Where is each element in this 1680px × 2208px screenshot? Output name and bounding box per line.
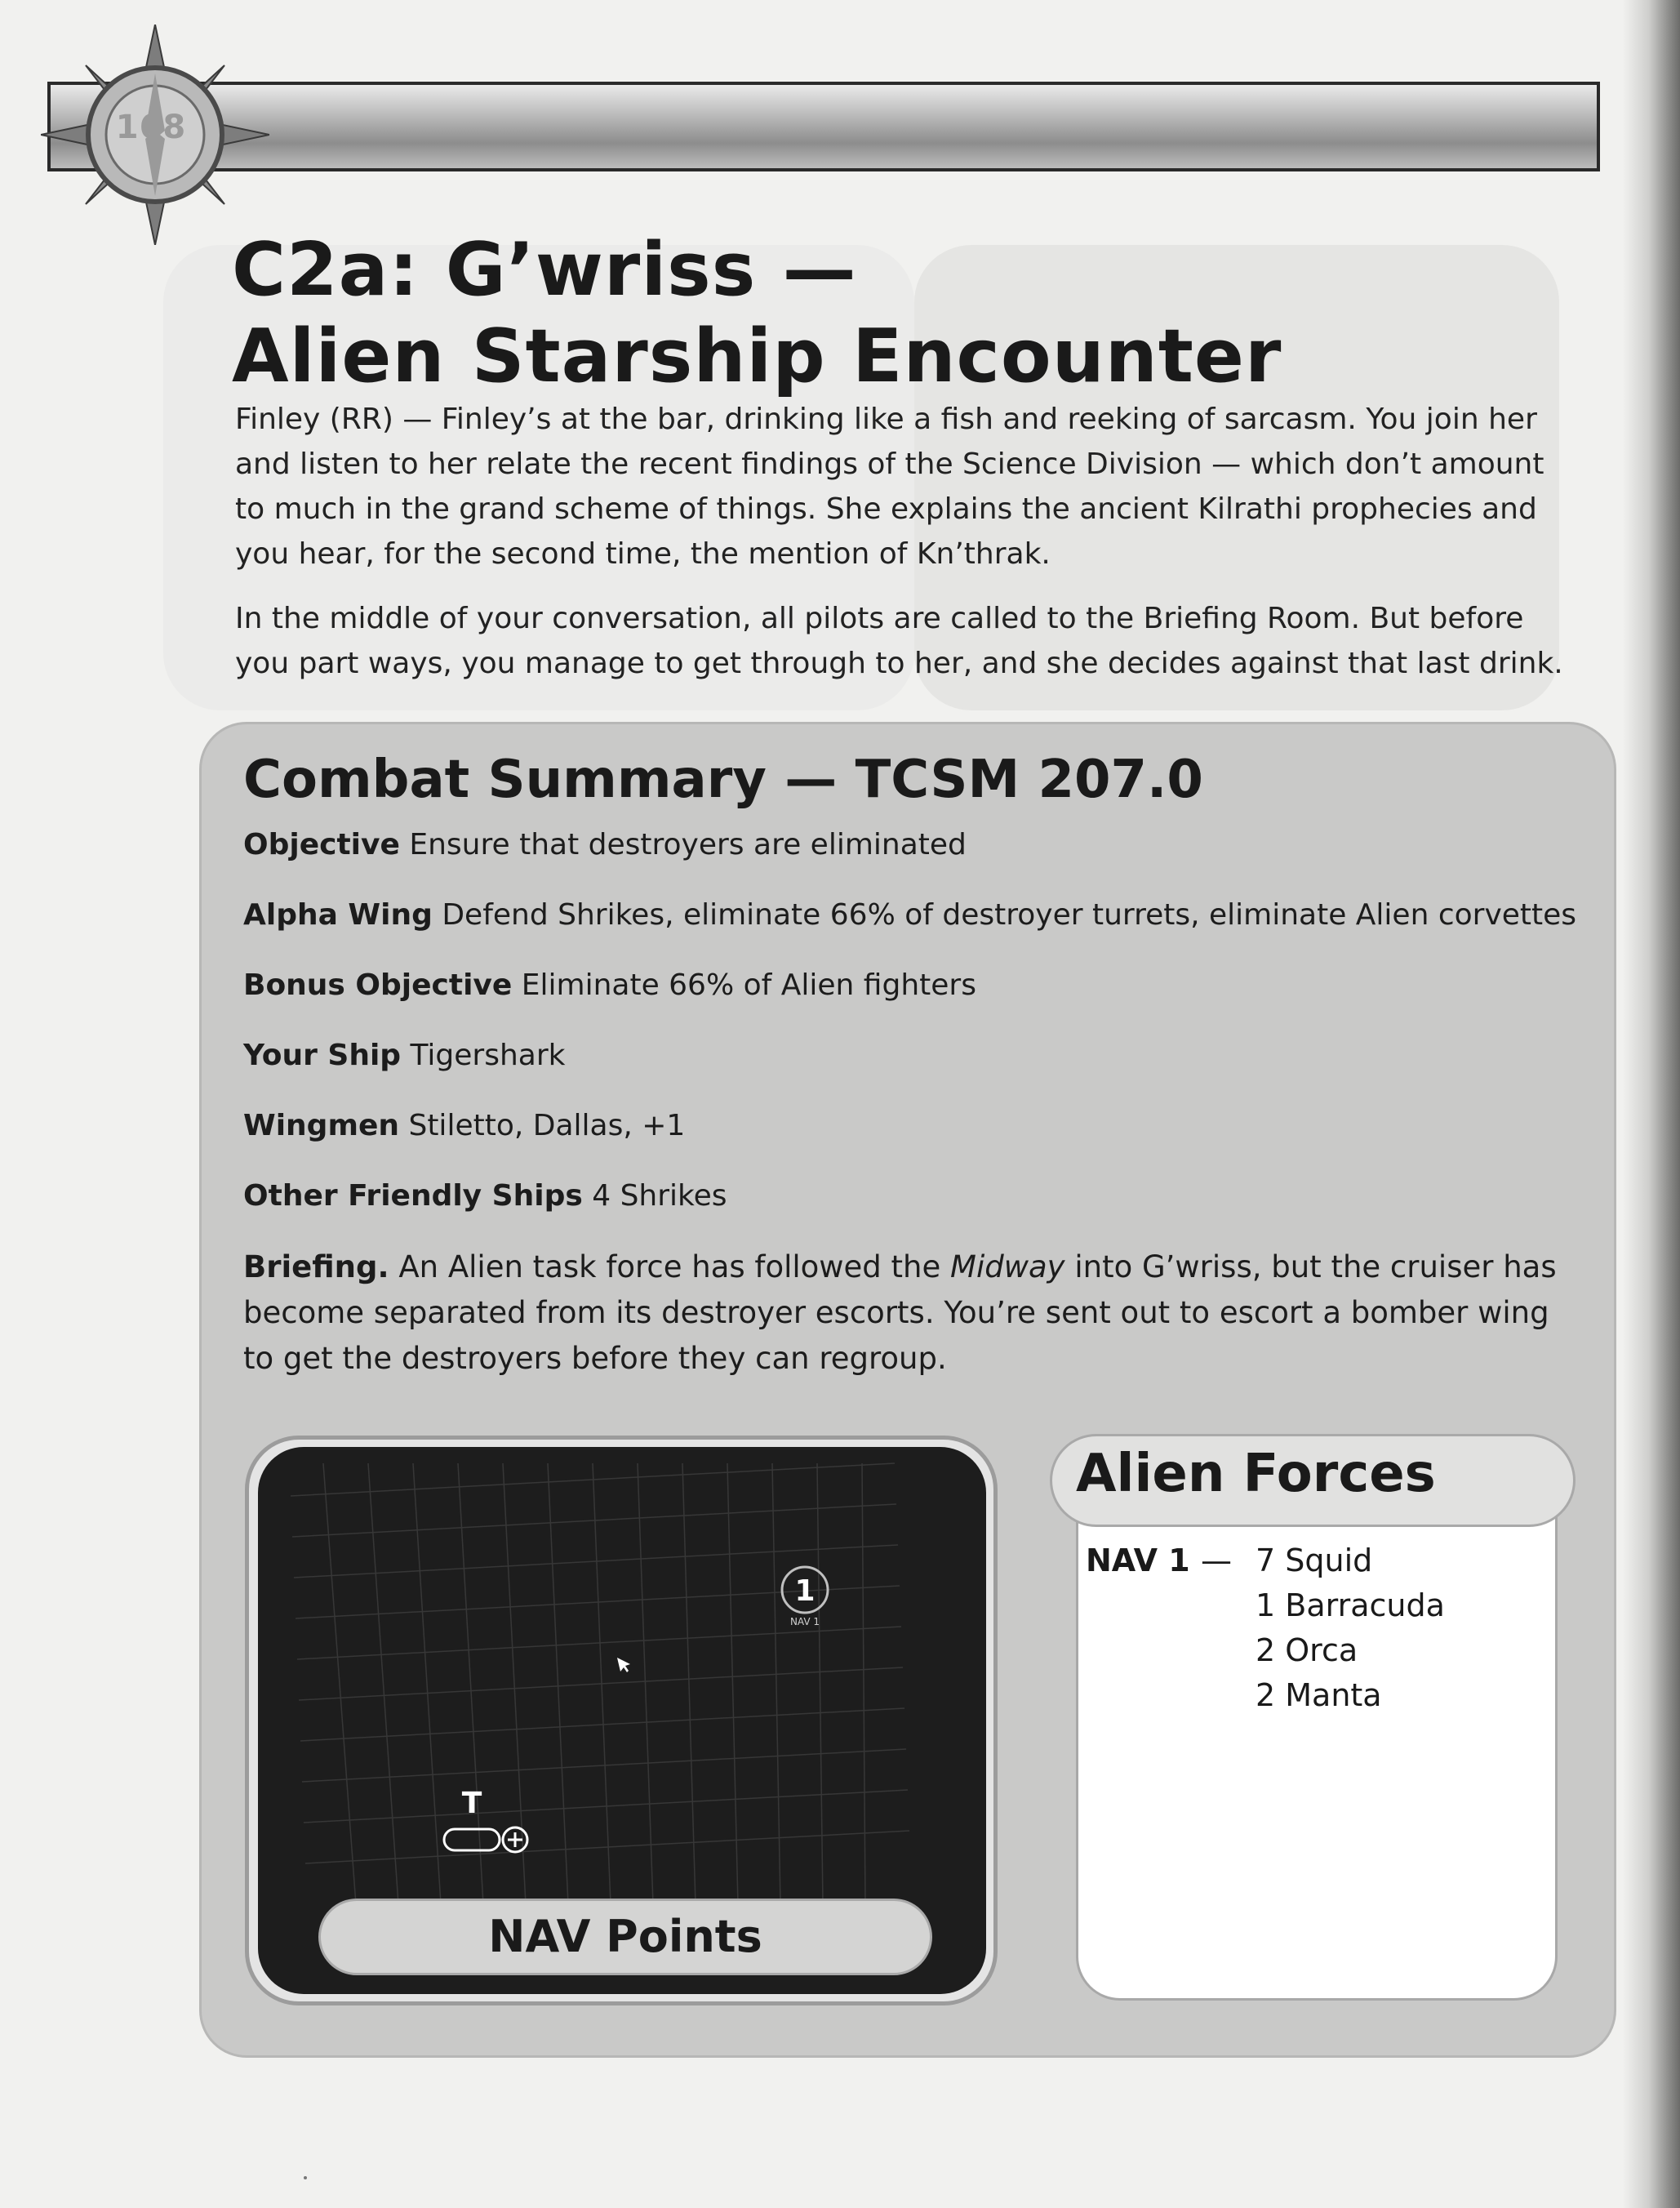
intro-paragraph-1: Finley (RR) — Finley’s at the bar, drinking like a fish and reeking of sarcasm. You join her and listen to her relate the recent findings of the Science Division — which don’t amount to much in the grand scheme of things. She explains the ancient Kilrathi prophecies and you hear, for the second time, the mention of Kn’thrak. <box>235 403 1544 571</box>
title-line-1: C2a: G’wriss — <box>232 227 857 313</box>
start-marker-label: T <box>461 1787 482 1820</box>
page-number: 168 <box>115 109 187 146</box>
friendly-ships-label: Other Friendly Ships <box>243 1179 583 1213</box>
carrier-ship-icon <box>444 1829 500 1850</box>
alien-ship-item: 2 Orca <box>1256 1632 1358 1668</box>
combat-summary-list <box>243 825 1582 1246</box>
friendly-ships-line <box>243 1176 1582 1217</box>
start-marker <box>444 1787 527 1852</box>
objective-line <box>243 825 1582 866</box>
alien-forces-row <box>1086 1538 1543 1718</box>
friendly-ships-value: 4 Shrikes <box>592 1179 727 1213</box>
briefing-text-before: An Alien task force has followed the <box>398 1249 941 1284</box>
briefing-paragraph <box>243 1244 1582 1382</box>
alien-forces-nav-label: NAV 1 <box>1086 1542 1190 1578</box>
your-ship-label: Your Ship <box>243 1039 402 1072</box>
combat-summary-heading: Combat Summary — TCSM 207.0 <box>243 750 1203 810</box>
bonus-objective-line <box>243 965 1582 1006</box>
title-line-2: Alien Starship Encounter <box>232 314 1282 399</box>
bonus-objective-value: Eliminate 66% of Alien fighters <box>521 968 976 1002</box>
alpha-wing-line <box>243 895 1582 936</box>
intro-text <box>235 397 1574 706</box>
page-gutter-shadow <box>1623 0 1680 2208</box>
alpha-wing-label: Alpha Wing <box>243 898 433 932</box>
intro-paragraph-2: In the middle of your conversation, all pilots are called to the Briefing Room. But before you part ways, you manage to get through to her, and she decides against that last drink. <box>235 602 1563 680</box>
pointer-icon <box>617 1658 630 1672</box>
nav-1-marker <box>782 1567 828 1627</box>
bonus-objective-label: Bonus Objective <box>243 968 513 1002</box>
alien-ship-item: 1 Barracuda <box>1256 1587 1445 1623</box>
alien-forces-title: Alien Forces <box>1076 1444 1436 1504</box>
wingmen-line <box>243 1106 1582 1146</box>
objective-label: Objective <box>243 828 400 861</box>
alien-ship-item: 7 Squid <box>1256 1542 1373 1578</box>
nav-1-caption: NAV 1 <box>789 1616 820 1627</box>
ship-name-midway: Midway <box>950 1249 1065 1284</box>
alpha-wing-value: Defend Shrikes, eliminate 66% of destroyer turrets, eliminate Alien corvettes <box>442 898 1577 932</box>
nav-1-number: 1 <box>794 1574 816 1608</box>
wingmen-label: Wingmen <box>243 1109 400 1142</box>
wingmen-value: Stiletto, Dallas, +1 <box>408 1109 686 1142</box>
your-ship-value: Tigershark <box>410 1039 566 1072</box>
objective-value: Ensure that destroyers are eliminated <box>409 828 967 861</box>
briefing-label: Briefing. <box>243 1249 389 1284</box>
nav-points-label: NAV Points <box>318 1899 932 1975</box>
alien-forces-nav <box>1086 1538 1256 1718</box>
header-bar <box>47 82 1600 171</box>
print-speck <box>304 2176 307 2179</box>
briefing-text-after: into G’wriss, but the cruiser has become separated from its destroyer escorts. You’re sent out to escort a bomber wing to get the destroyers before they can regroup. <box>243 1249 1557 1376</box>
page-title <box>232 227 1282 400</box>
your-ship-line <box>243 1035 1582 1076</box>
alien-ship-item: 2 Manta <box>1256 1677 1382 1713</box>
alien-forces-dash: — <box>1200 1542 1232 1578</box>
alien-forces-list <box>1086 1538 1543 1718</box>
alien-ship-list <box>1256 1538 1445 1718</box>
